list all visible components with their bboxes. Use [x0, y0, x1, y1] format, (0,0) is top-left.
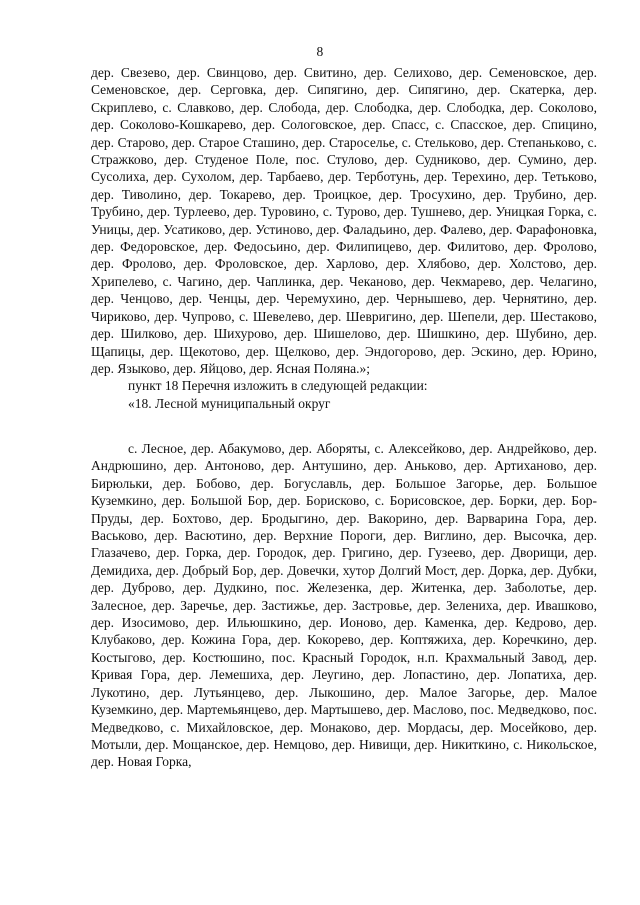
amendment-instruction: пункт 18 Перечня изложить в следующей редакции:	[128, 378, 428, 394]
section-18-list	[91, 440, 597, 771]
section-heading: «18. Лесной муниципальный округ	[128, 395, 331, 411]
settlement-list-continued	[91, 64, 597, 412]
list-paragraph: дер. Свезево, дер. Свинцово, дер. Свитино, дер. Селихово, дер. Семеновское, дер. Семеновское, дер. Серговка, дер. Сипягино, дер. Сипягино, дер. Скатерка, дер. Скриплево, с. Славково, дер. Слобода, дер. Слободка, дер. Слободка, дер. Соколово, дер. Соколово-Кошкарево, дер. Сологовское, дер. Спасс, с. Спасское, дер. Спицино, дер. Старово, дер. Старое Сташино, дер. Староселье, с. Стельково, дер. Степаньково, с. Стражково, дер. Студеное Поле, пос. Стулово, дер. Судниково, дер. Сумино, дер. Сусолиха, дер. Сухолом, дер. Тарбаево, дер. Терботунь, дер. Терехино, дер. Тетьково, дер. Тиволино, дер. Токарево, дер. Троицкое, дер. Тросухино, дер. Трубино, дер. Трубино, дер. Турлеево, дер. Туровино, с. Турово, дер. Тушнево, дер. Уницкая Горка, с. Уницы, дер. Усатиково, дер. Устиново, дер. Фаладьино, дер. Фалево, дер. Фарафоновка, дер. Федоровское, дер. Федосьино, дер. Филипицево, дер. Филитово, дер. Фролово, дер. Фролово, дер. Фроловское, дер. Харлово, дер. Хлябово, дер. Холстово, дер. Хрипелево, с. Чагино, дер. Чаплинка, дер. Чеканово, дер. Чекмарево, дер. Челагино, дер. Ченцово, дер. Ченцы, дер. Черемухино, дер. Чернышево, дер. Чернятино, дер. Чириково, дер. Чупрово, с. Шевелево, дер. Шевригино, дер. Шепели, дер. Шестаково, дер. Шилково, дер. Шихурово, дер. Шишелово, дер. Шишкино, дер. Шубино, дер. Щапицы, дер. Щекотово, дер. Щелково, дер. Эндогорово, дер. Эскино, дер. Юрино, дер. Языково, дер. Яйцово, дер. Ясная Поляна.»;	[91, 65, 597, 376]
page-number: 8	[316, 44, 324, 59]
section-list-paragraph: с. Лесное, дер. Абакумово, дер. Аборяты, с. Алексейково, дер. Андрейково, дер. Андрюшино, дер. Антоново, дер. Антушино, дер. Аньково, дер. Артиханово, дер. Бирюльки, дер. Бобово, дер. Богуславль, дер. Большое Загорье, дер. Большое Куземкино, дер. Большой Бор, дер. Борисково, с. Борисовское, дер. Борки, дер. Бор-Пруды, дер. Бохтово, дер. Бродыгино, дер. Вакорино, дер. Варварина Гора, дер. Васьково, дер. Васютино, дер. Верхние Пороги, дер. Виглино, дер. Высочка, дер. Глазачево, дер. Горка, дер. Городок, дер. Григино, дер. Гузеево, дер. Дворищи, дер. Демидиха, дер. Добрый Бор, дер. Довечки, хутор Долгий Мост, дер. Дорка, дер. Дубки, дер. Дуброво, дер. Дудкино, пос. Железенка, дер. Житенка, дер. Заболотье, дер. Залесное, дер. Заречье, дер. Застижье, дер. Застровье, дер. Зелениха, дер. Ивашково, дер. Изосимово, дер. Ильюшкино, дер. Ионово, дер. Каменка, дер. Кедрово, дер. Клубаково, дер. Кожина Гора, дер. Кокорево, дер. Коптяжиха, дер. Коречкино, дер. Костыгово, дер. Костюшино, пос. Красный Городок, н.п. Крахмальный Завод, дер. Кривая Гора, дер. Лемешиха, дер. Леугино, дер. Лопастино, дер. Лопатиха, дер. Лукотино, дер. Лутьянцево, дер. Лыкошино, дер. Малое Загорье, дер. Малое Куземкино, дер. Мартемьянцево, дер. Мартышево, дер. Маслово, пос. Медведково, пос. Медведково, с. Михайловское, дер. Монаково, дер. Мордасы, дер. Мосейково, дер. Мотыли, дер. Мощанское, дер. Немцово, дер. Нивищи, дер. Никиткино, с. Никольское, дер. Новая Горка,	[91, 441, 597, 770]
